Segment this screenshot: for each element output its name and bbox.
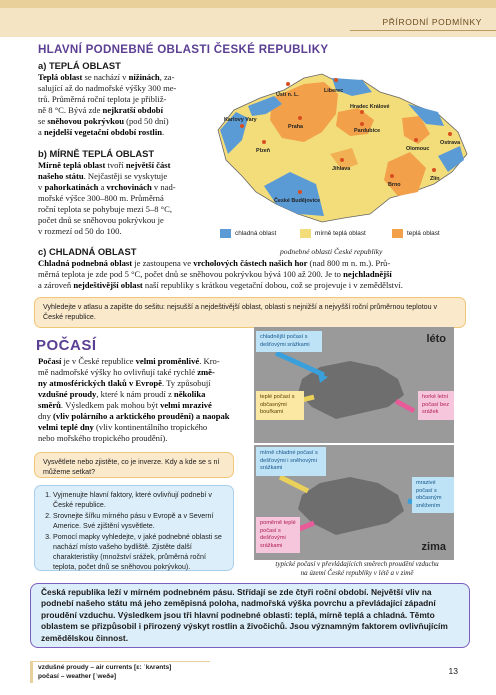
text-line [38,269,462,280]
caption-line: typické počasí v převládajících směrech proudění vzduchu [275,560,439,568]
page-title: HLAVNÍ PODNEBNÉ OBLASTI ČESKÉ REPUBLIKY [38,43,329,56]
plain-phrase: ně 8 °C. Bývá zde [38,105,103,115]
city-dot-jihlava [340,158,344,162]
vocabulary [38,664,171,681]
bold-phrase: velmi mrazivé [160,400,212,410]
text-line [38,400,246,411]
weather-maps-panel [254,327,454,560]
text-line [38,94,210,105]
plain-phrase: v [38,182,45,192]
bold-phrase: změ- [197,367,215,377]
text-line [38,258,462,269]
weather-caption [257,560,457,578]
plain-phrase: (vliv kontinentálního tropického [93,422,208,432]
plain-phrase: . [161,127,165,137]
text-line [38,160,210,171]
city-dot-zlin [432,168,436,172]
bold-phrase: (vliv polárního a arktického proudění) a naopak [50,411,230,421]
city-dot-brno [390,174,394,178]
plain-phrase: roční teplota se pohybuje mezi 5–8 °C, [38,204,172,214]
text-line [38,433,246,444]
legend-label: chladná oblast [235,230,277,237]
plain-phrase: měrná teplota je zde pod 5 °C, počet dnů se sněhovou pokrývkou bývá 100 až 200. Je to [38,269,344,279]
plain-phrase: se [38,116,48,126]
plain-phrase: , za- [159,72,175,82]
text-line [38,356,246,367]
legend-swatch-mild [300,229,311,238]
city-label: Pardubice [354,128,381,134]
text-line [38,127,210,138]
bold-phrase: velmi proměnlivé [135,356,200,366]
plain-phrase: se nachází v [82,72,129,82]
text-line [38,116,210,127]
bold-phrase: ny atmosférických tlaků v Evropě [38,378,162,388]
task-box-questions [34,485,234,571]
mild-heading: b) MÍRNĚ TEPLÁ OBLAST [38,148,155,159]
city-dot-olomouc [414,138,418,142]
bold-phrase: Chladná podnebná oblast [38,258,133,268]
warm-paragraph [38,72,210,138]
callout-summer-hot: horké letní počasí bez srážek [418,391,454,420]
bold-phrase: velmi teplé dny [38,422,94,432]
bold-phrase: našeho státu [38,171,84,181]
callout-winter-cold: mírně chladné počasí s dešťovými i sněhovými srážkami [256,447,326,476]
text-line [38,72,210,83]
plain-phrase: v rozmezí od 50 do 100. [38,226,122,236]
plain-phrase: a zároveň [38,280,74,290]
bold-phrase: vrchovinách [106,182,152,192]
plain-phrase: . Kro- [199,356,220,366]
summer-tropical-arrow [396,401,414,411]
plain-phrase: mořské výšce 300–800 m. Průměrná [38,193,164,203]
task-box-inversion: Vysvětlete nebo zjistěte, co je inverze. Kdy a kde se s ní můžeme setkat? [34,452,234,478]
plain-phrase: , které k nám proudí z [96,389,174,399]
text-line [38,83,210,94]
plain-phrase: (pod 50 dní) [123,116,169,126]
summer-polar-arrow [276,353,324,375]
bold-phrase: nejkratší období [102,105,163,115]
legend-mild [300,229,366,238]
plain-phrase: v nad- [151,182,176,192]
city-dot-plzen [262,140,266,144]
legend-cold [220,229,276,238]
winter-label: zima [421,541,446,553]
bold-phrase: vrcholových částech našich hor [193,258,308,268]
text-line [38,204,210,215]
map-legend [220,229,476,243]
plain-phrase: (nad 800 m n. m.). Prů- [307,258,391,268]
plain-phrase: salující až do nadmořské výšky 300 me- [38,83,177,93]
text-line [38,171,210,182]
bold-phrase: směrů [38,400,61,410]
city-dot-pardubice [360,122,364,126]
plain-phrase: a [98,182,107,192]
city-label: Karlovy Vary [224,117,257,123]
page-number: 13 [448,666,458,676]
bold-phrase: nejdelší vegetační období rostlin [43,127,162,137]
city-label: Brno [388,182,401,188]
plain-phrase: nebo mořského tropického proudění). [38,433,168,443]
bold-phrase: nejchladnější [343,269,392,279]
vocab-item: počasí – weather [ˈweðə] [38,672,117,680]
bold-phrase: pahorkatinách [44,182,99,192]
plain-phrase: je zastoupena ve [132,258,194,268]
summer-label: léto [426,333,446,345]
weather-paragraph [38,356,246,444]
bold-phrase: největší část [125,160,171,170]
question-item: 2. Srovnejte šířku mírného pásu v Evropě a v Severní Americe. Své zjištění vysvětlete. [53,511,225,531]
bold-phrase: několika [173,389,206,399]
caption-line: na území České republiky v létě a v zimě [300,569,414,577]
question-item: 1. Vyjmenujte hlavní faktory, které ovlivňují podnebí v České republice. [53,490,225,510]
legend-swatch-cold [220,229,231,238]
vocab-item: vzdušné proudy – air currents [ɛ: ˈkʌrənts] [38,664,172,671]
text-line [38,367,246,378]
city-label: Ostrava [440,140,461,146]
warm-heading: a) TEPLÁ OBLAST [38,60,121,71]
winter-ocean-arrow [280,477,308,491]
bold-phrase: Mírně teplá oblast [38,160,106,170]
winter-country-shape [298,477,404,535]
callout-summer-polar: chladnější počasí s dešťovými srážkami [256,331,322,352]
city-label: Zlín [430,176,440,182]
climate-map [212,68,474,252]
plain-phrase: a [38,127,44,137]
weather-heading: POČASÍ [36,337,97,354]
legend-swatch-warm [392,229,403,238]
header-stripe [0,0,496,8]
city-dot-hradec [360,110,364,114]
bold-phrase: sněhovou pokrývkou [47,116,124,126]
city-label: České Budějovice [274,198,321,204]
task-box-atlas: Vyhledejte v atlasu a zapište do sešitu: nejsušší a nejdeštivější oblast, oblasti s nejnižší a nejvyšší roční průměrnou teplotou v České republice. [34,297,466,328]
legend-label: mírně teplá oblast [315,230,366,237]
plain-phrase: . Výsledkem pak mohou být [60,400,161,410]
city-dot-usti [286,82,290,86]
text-line [38,378,246,389]
city-label: Plzeň [256,148,271,154]
text-line [38,193,210,204]
mild-paragraph [38,160,210,237]
bold-phrase: vzdušné proudy [38,389,97,399]
callout-winter-warm: poměrně teplé počasí s dešťovými srážkami [256,517,300,553]
panel-divider [254,443,454,445]
legend-warm [392,229,440,238]
text-line [38,280,462,291]
summary-box: Česká republika leží v mírném podnebném pásu. Střídají se zde čtyři roční období. Největší vliv na podnebí našeho státu má jeho zeměpisná poloha, nadmořská výška povrchu a převládající západní proudění vzduchu. Výsledkem jsou tři hlavní podnebné oblasti: teplá, mírně teplá a chladná. Těmto oblastem se přizpůsobil i přirozený výskyt rostlin a živočichů. Jsou významným faktorem ovlivňujícím zemědělskou činnost. [30,583,470,648]
city-label: Hradec Králové [350,104,390,110]
text-line [38,389,246,400]
plain-phrase: je v České republice [61,356,136,366]
cold-paragraph [38,258,462,291]
legend-label: teplá oblast [407,230,440,237]
text-line [38,422,246,433]
chapter-title: PŘÍRODNÍ PODMÍNKY [382,17,482,27]
bold-phrase: Teplá oblast [38,72,83,82]
callout-winter-frost: mrazivé počasí s občasným sněžením [412,477,454,513]
city-dot-ceske-budejovice [298,190,302,194]
city-dot-ostrava [448,132,452,136]
cold-heading: c) CHLADNÁ OBLAST [38,246,137,257]
plain-phrase: mě nadmořské výšky ho ovlivňují také rychlé [38,367,198,377]
plain-phrase: trů. Průměrná roční teplota je přibliž- [38,94,167,104]
climate-map-svg [212,68,474,228]
city-dot-karlovy-vary [240,124,244,128]
plain-phrase: tvoří [105,160,126,170]
city-label: Liberec [324,88,344,94]
map-caption: podnebné oblasti České republiky [280,247,383,256]
chapter-rule [350,30,496,31]
city-label: Jihlava [332,166,351,172]
plain-phrase: počet dnů se sněhovou pokrývkou je [38,215,164,225]
city-label: Olomouc [406,146,430,152]
plain-phrase: . Ty způsobují [161,378,211,388]
plain-phrase: . Nejčastěji se vyskytuje [83,171,168,181]
city-dot-liberec [334,78,338,82]
bold-phrase: Počasí [38,356,62,366]
plain-phrase: dny [38,411,51,421]
text-line [38,215,210,226]
city-label: Ústí n. L. [276,92,299,98]
bold-phrase: nejdeštivější oblast [73,280,143,290]
text-line [38,182,210,193]
text-line [38,105,210,116]
plain-phrase: naší republiky s krátkou vegetační dobou, což se projevuje i v zemědělství. [142,280,403,290]
text-line [38,226,210,237]
bold-phrase: nížinách [128,72,160,82]
text-line [38,411,246,422]
city-label: Praha [288,124,303,130]
question-item: 3. Pomocí mapky vyhledejte, v jaké podnebné oblasti se nachází místo vašeho bydliště. Zjistěte další charakteristiky (množství srážek, průměrná roční teplota, počet dnů se sněhovou pokrývkou). [53,532,225,572]
callout-summer-mild: teplé počasí s občasnými bouřkami [256,391,304,420]
city-dot-praha [298,116,302,120]
